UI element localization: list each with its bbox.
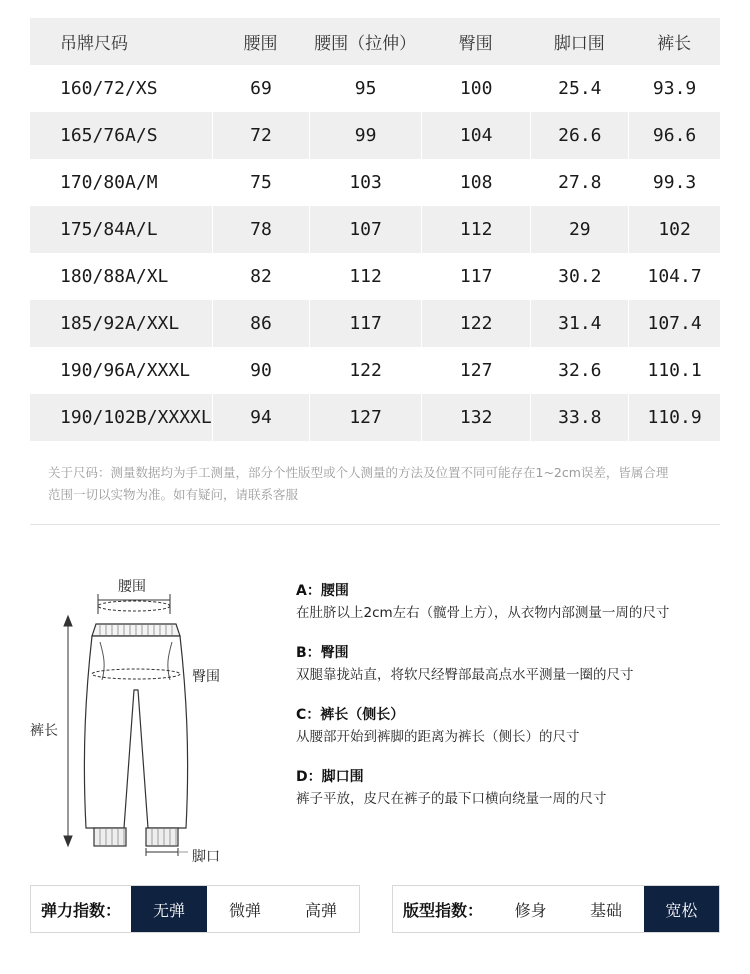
table-row (30, 253, 720, 300)
cell-waist-stretched: 122 (309, 347, 421, 394)
cell-waist-stretched: 95 (309, 65, 421, 112)
cell-length: 107.4 (628, 300, 720, 347)
cell-size: 175/84A/L (30, 206, 212, 253)
guide-desc: 双腿靠拢站直，将软尺经臀部最高点水平测量一圈的尺寸 (296, 667, 634, 683)
cell-waist: 82 (212, 253, 310, 300)
measurement-guide (296, 580, 736, 828)
cell-hem: 29 (530, 206, 628, 253)
guide-item-hip (296, 642, 736, 686)
elasticity-index (30, 885, 360, 933)
cell-length: 110.1 (628, 347, 720, 394)
cell-waist: 90 (212, 347, 310, 394)
cell-hip: 132 (421, 394, 531, 441)
guide-item-length (296, 704, 736, 748)
cell-waist: 94 (212, 394, 310, 441)
cell-waist: 69 (212, 65, 310, 112)
cell-hip: 122 (421, 300, 531, 347)
guide-desc: 在肚脐以上2cm左右（髋骨上方），从衣物内部测量一周的尺寸 (296, 605, 670, 621)
size-note-line-1: 关于尺码：测量数据均为手工测量，部分个性版型或个人测量的方法及位置不同可能存在1~2cm误差，皆属合理 (48, 465, 669, 480)
size-note-line-2: 范围一切以实物为准。如有疑问，请联系客服 (48, 487, 299, 502)
cell-hem: 32.6 (530, 347, 628, 394)
diagram-label-waist: 腰围 (118, 579, 146, 595)
header-hip: 臀围 (421, 18, 531, 65)
length-measure-marker (64, 616, 72, 846)
pants-measurement-diagram (20, 570, 250, 870)
cell-hem: 26.6 (530, 112, 628, 159)
diagram-label-length: 裤长 (30, 723, 58, 739)
size-note (48, 462, 728, 506)
elasticity-label: 弹力指数： (40, 900, 121, 920)
cell-hem: 30.2 (530, 253, 628, 300)
hem-measure-marker (146, 848, 188, 856)
header-length: 裤长 (628, 18, 720, 65)
diagram-label-hem: 脚口 (192, 849, 220, 865)
guide-desc: 从腰部开始到裤脚的距离为裤长（侧长）的尺寸 (296, 729, 580, 745)
header-waist-stretched: 腰围（拉伸） (309, 18, 421, 65)
cell-waist-stretched: 117 (309, 300, 421, 347)
size-table (30, 18, 720, 441)
cell-waist-stretched: 127 (309, 394, 421, 441)
table-row (30, 300, 720, 347)
cell-size: 180/88A/XL (60, 266, 169, 287)
cell-hip: 117 (421, 253, 531, 300)
cell-hip: 104 (421, 112, 531, 159)
cell-hem: 31.4 (530, 300, 628, 347)
fit-index (392, 885, 720, 933)
table-row (30, 394, 720, 441)
cell-size: 185/92A/XXL (30, 300, 212, 347)
cell-waist-stretched: 112 (309, 253, 421, 300)
header-waist: 腰围 (212, 18, 310, 65)
fit-option-regular: 基础 (589, 900, 622, 920)
fit-label: 版型指数： (402, 900, 483, 920)
header-tag-size: 吊牌尺码 (30, 18, 212, 65)
table-row (30, 347, 720, 394)
table-row (30, 206, 720, 253)
elasticity-option-high: 高弹 (304, 900, 337, 920)
cell-waist: 72 (212, 112, 310, 159)
cell-hip: 112 (421, 206, 531, 253)
cell-size: 160/72/XS (60, 78, 158, 99)
cell-hem: 27.8 (530, 159, 628, 206)
cell-hem: 25.4 (530, 65, 628, 112)
cell-size: 190/102B/XXXXL (30, 394, 212, 441)
pants-outline (84, 624, 187, 846)
cell-size: 170/80A/M (60, 172, 158, 193)
cell-waist-stretched: 107 (309, 206, 421, 253)
guide-desc: 裤子平放，皮尺在裤子的最下口横向绕量一周的尺寸 (296, 791, 607, 807)
elasticity-option-slight: 微弹 (228, 900, 261, 920)
cell-waist-stretched: 103 (309, 159, 421, 206)
guide-item-waist (296, 580, 736, 624)
table-row (30, 159, 720, 206)
cell-length: 110.9 (628, 394, 720, 441)
cell-length: 96.6 (628, 112, 720, 159)
guide-title: B：臀围 (296, 645, 349, 661)
guide-title: A：腰围 (296, 583, 349, 599)
table-row (30, 65, 720, 112)
cell-waist: 86 (212, 300, 310, 347)
fit-option-loose: 宽松 (644, 886, 719, 932)
table-header-row (30, 18, 720, 65)
table-row (30, 112, 720, 159)
cell-length: 102 (628, 206, 720, 253)
waist-measure-marker (98, 594, 170, 614)
guide-title: D：脚口围 (296, 769, 364, 785)
header-hem: 脚口围 (530, 18, 628, 65)
cell-length: 93.9 (628, 65, 720, 112)
fit-option-slim: 修身 (514, 900, 547, 920)
cell-hip: 100 (421, 65, 531, 112)
cell-waist-stretched: 99 (309, 112, 421, 159)
cell-length: 99.3 (628, 159, 720, 206)
cell-hem: 33.8 (530, 394, 628, 441)
guide-title: C：裤长（侧长） (296, 707, 405, 723)
elasticity-option-none: 无弹 (131, 886, 207, 932)
guide-item-hem (296, 766, 736, 810)
diagram-label-hip: 臀围 (192, 669, 220, 685)
cell-hip: 108 (421, 159, 531, 206)
section-divider (30, 524, 720, 525)
cell-size: 165/76A/S (30, 112, 212, 159)
cell-waist: 75 (212, 159, 310, 206)
cell-hip: 127 (421, 347, 531, 394)
cell-size: 190/96A/XXXL (60, 360, 191, 381)
cell-waist: 78 (212, 206, 310, 253)
cell-length: 104.7 (628, 253, 720, 300)
